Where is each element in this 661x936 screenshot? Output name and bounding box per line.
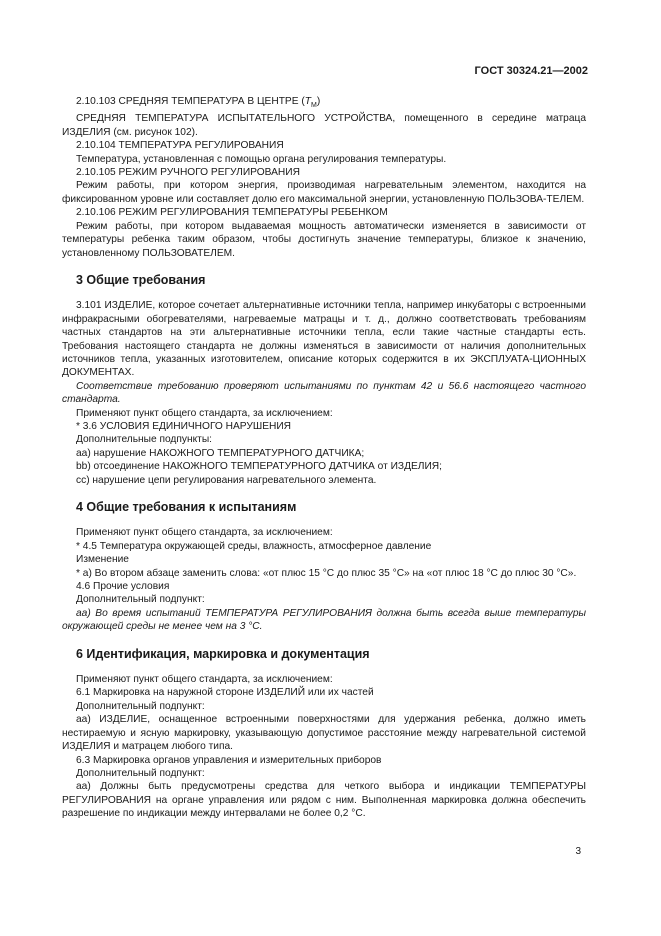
symbol-subscript: M xyxy=(310,102,317,110)
page-number: 3 xyxy=(575,846,581,857)
general-standard-note: Применяют пункт общего стандарта, за исключением: xyxy=(76,407,333,419)
section-4-heading: 4 Общие требования к испытаниям xyxy=(76,500,297,514)
subclause-aa: аа) нарушение НАКОЖНОГО ТЕМПЕРАТУРНОГО ДАТЧИКА; xyxy=(76,447,365,459)
clause-2-10-104-text: Температура, установленная с помощью органа регулирования температуры. xyxy=(76,153,447,165)
clause-6-3-title: 6.3 Маркировка органов управления и измерительных приборов xyxy=(76,754,382,766)
clause-2-10-103-title xyxy=(62,95,586,112)
change-a-text: * а) Во втором абзаце заменить слова: «от плюс 15 °С до плюс 35 °С» на «от плюс 18 °С до плюс 30 °С». xyxy=(76,567,577,579)
general-standard-note: Применяют пункт общего стандарта, за исключением: xyxy=(76,527,333,539)
subclause-bb: bb) отсоединение НАКОЖНОГО ТЕМПЕРАТУРНОГО ДАТЧИКА от ИЗДЕЛИЯ; xyxy=(76,461,442,473)
general-standard-note: Применяют пункт общего стандарта, за исключением: xyxy=(76,674,333,686)
clause-3-6-title: * 3.6 УСЛОВИЯ ЕДИНИЧНОГО НАРУШЕНИЯ xyxy=(76,420,292,432)
clause-2-10-105-title: 2.10.105 РЕЖИМ РУЧНОГО РЕГУЛИРОВАНИЯ xyxy=(76,167,300,179)
clause-2-10-105-text: Режим работы, при котором энергия, производимая нагревательным элементом, находится на фиксированном уровне или составляет долю его максимальной энергии, установленную ПОЛЬЗОВА-ТЕЛЕМ. xyxy=(62,180,586,205)
additional-subclause-label: Дополнительный подпункт: xyxy=(76,767,205,779)
clause-title-end: ) xyxy=(316,96,321,107)
subclause-aa-text: аа) ИЗДЕЛИЕ, оснащенное встроенными поверхностями для удержания ребенка, должно иметь нестираемую и ясную маркировку, указывающую допустимое расстояние между нагревательной системой ИЗДЕЛИЯ и матрацем любого типа. xyxy=(62,714,586,753)
additional-subclause-label: Дополнительный подпункт: xyxy=(76,594,205,606)
subclause-aa-italic: аа) Во время испытаний ТЕМПЕРАТУРА РЕГУЛИРОВАНИЯ должна быть всегда выше температуры окружающей среды не менее чем на 3 °С. xyxy=(62,607,586,633)
subclause-aa-text: аа) Должны быть предусмотрены средства для четкого выбора и индикации ТЕМПЕРАТУРЫ РЕГУЛИРОВАНИЯ на органе управления или рядом с ним. Выполненная маркировка должна обеспечить разрешение по индикации между интервалами не более 0,2 °С. xyxy=(62,781,586,820)
subclause-cc: cc) нарушение цепи регулирования нагревательного элемента. xyxy=(76,474,377,486)
page-content xyxy=(62,95,586,821)
additional-subclauses-label: Дополнительные подпункты: xyxy=(76,434,213,446)
compliance-note: Соответствие требованию проверяют испытаниями по пунктам 42 и 56.6 настоящего частного стандарта. xyxy=(62,380,586,406)
section-3-heading: 3 Общие требования xyxy=(76,272,206,287)
clause-4-6-title: 4.6 Прочие условия xyxy=(76,581,170,593)
clause-3-101-text: 3.101 ИЗДЕЛИЕ, которое сочетает альтернативные источники тепла, например инкубаторы с встроенными инфракрасными обогревателями, нагреваемые матрацы и т. д., должно соответствовать требованиям частных стандартов на эти альтернативные источники тепла, если такие частные стандарты есть. Требования настоящего стандарта не должны изменяться в зависимости от наличия дополнительных источников тепла, указанных изготовителем, описание которых содержится в их ЭКСПЛУАТА-ЦИОННЫХ ДОКУМЕНТАХ. xyxy=(62,300,586,379)
clause-4-5-title: * 4.5 Температура окружающей среды, влажность, атмосферное давление xyxy=(76,540,432,552)
section-6-heading: 6 Идентификация, маркировка и документация xyxy=(76,646,370,661)
clause-2-10-106-text: Режим работы, при котором выдаваемая мощность автоматически изменяется в зависимости от температуры ребенка таким образом, чтобы достигнуть значение температуры, близкое к значению, установленному ПОЛЬЗОВАТЕЛЕМ. xyxy=(62,220,586,259)
change-label: Изменение xyxy=(76,554,129,566)
additional-subclause-label: Дополнительный подпункт: xyxy=(76,700,205,712)
clause-2-10-104-title: 2.10.104 ТЕМПЕРАТУРА РЕГУЛИРОВАНИЯ xyxy=(76,140,284,152)
clause-2-10-103-text: СРЕДНЯЯ ТЕМПЕРАТУРА ИСПЫТАТЕЛЬНОГО УСТРОЙСТВА, помещенного в середине матраца ИЗДЕЛИЯ (см. рисунок 102). xyxy=(62,113,586,138)
symbol-t: T xyxy=(304,96,311,107)
clause-title-text: 2.10.103 СРЕДНЯЯ ТЕМПЕРАТУРА В ЦЕНТРЕ ( xyxy=(76,96,305,107)
clause-6-1-title: 6.1 Маркировка на наружной стороне ИЗДЕЛИЙ или их частей xyxy=(76,687,374,699)
clause-2-10-106-title: 2.10.106 РЕЖИМ РЕГУЛИРОВАНИЯ ТЕМПЕРАТУРЫ РЕБЕНКОМ xyxy=(76,207,388,219)
document-id: ГОСТ 30324.21—2002 xyxy=(474,65,588,77)
